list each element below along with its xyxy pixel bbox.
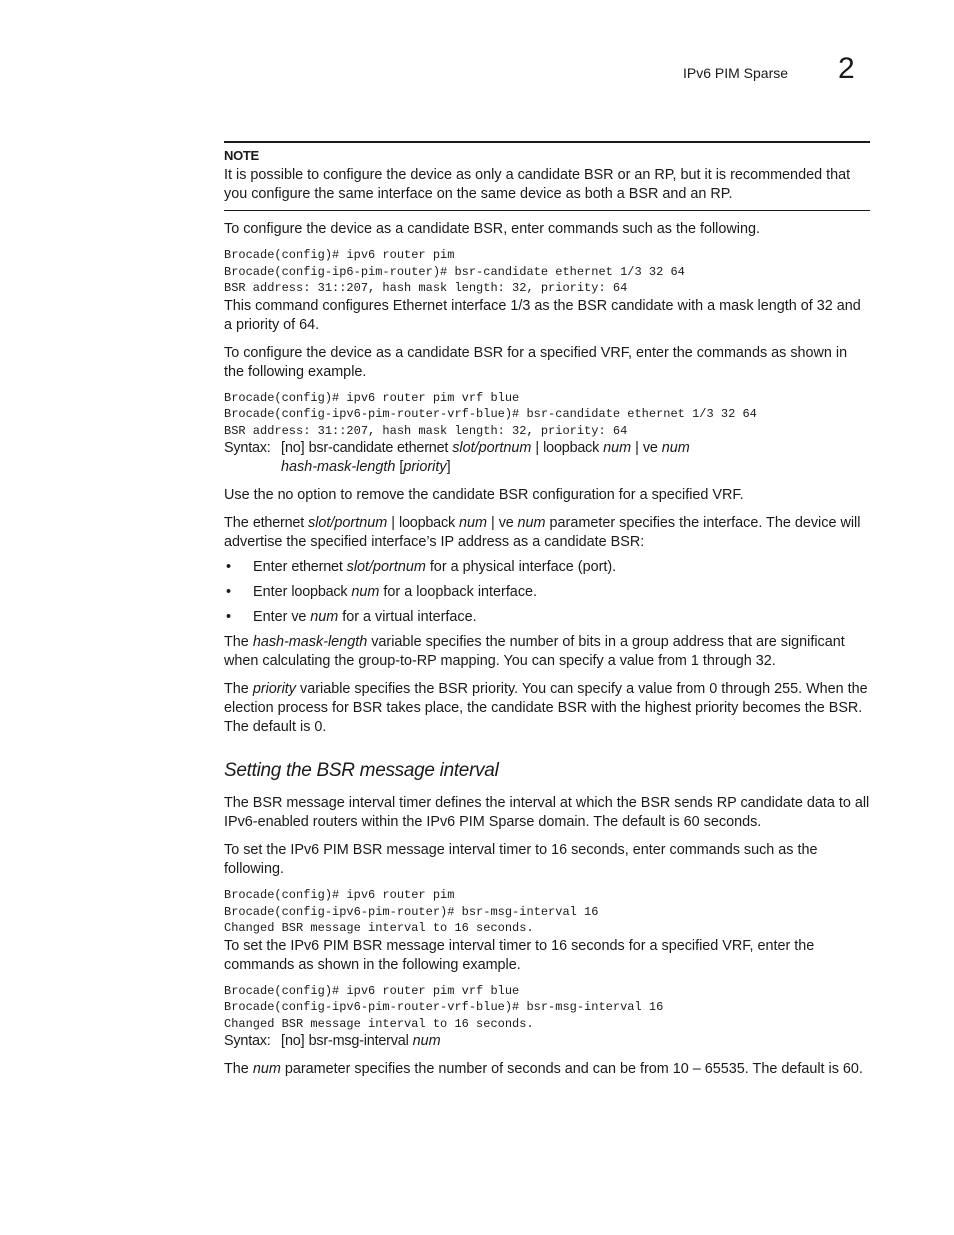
list-item: [224, 583, 870, 602]
syntax-body: [281, 1032, 441, 1051]
variable: num: [351, 584, 380, 600]
text: Enter: [253, 584, 288, 600]
no-option-paragraph: [224, 486, 870, 505]
keyword: ethernet: [291, 559, 343, 575]
var-slot-portnum: slot/portnum: [452, 440, 532, 456]
note-text: It is possible to configure the device as only a candidate BSR or an RP, but it is recommended that you configure the same interface on the same device as both a BSR and an RP.: [224, 167, 851, 202]
keyword-ve: ve: [642, 440, 658, 456]
intro-bsr-paragraph: To configure the device as a candidate BSR, enter commands such as the following.: [224, 221, 760, 237]
text: variable specifies the number of bits in a group address that are significant when calculating the group-to-RP mapping. You can specify a value from 1 through 32.: [224, 634, 845, 669]
interface-bullet-list: [224, 558, 870, 627]
text: parameter specifies the number of seconds and can be from 10 – 65535. The default is 60.: [284, 1061, 863, 1077]
separator: |: [490, 515, 495, 531]
code-block-msg-interval-vrf: [224, 983, 870, 1033]
code-line: Brocade(config-ipv6-pim-router-vrf-blue)# bsr-candidate ethernet 1/3 32 64: [224, 407, 757, 421]
syntax-bsr-candidate: [224, 439, 870, 477]
code-line: Brocade(config-ipv6-pim-router)# bsr-msg-interval 16: [224, 904, 599, 919]
text: Use the: [224, 487, 274, 503]
bracket: [: [399, 459, 404, 475]
code-line: Brocade(config-ip6-pim-router)# bsr-candidate ethernet 1/3 32 64: [224, 264, 685, 279]
keyword: ve: [291, 609, 307, 625]
text: The: [224, 634, 249, 650]
keyword-no: no: [285, 440, 301, 456]
code-block-bsr-candidate: [224, 247, 870, 297]
syntax-label: Syntax:: [224, 1033, 271, 1049]
text: for a loopback interface.: [383, 584, 538, 600]
syntax-label: Syntax:: [224, 440, 271, 456]
param-desc-paragraph: [224, 514, 870, 552]
syntax-bsr-msg-interval: [224, 1032, 870, 1051]
text: The: [224, 515, 249, 531]
running-header-title: IPv6 PIM Sparse: [683, 65, 789, 81]
page-body: [224, 141, 870, 1079]
keyword-loopback: loopback: [398, 515, 455, 531]
keyword-loopback: loopback: [543, 440, 600, 456]
interval-vrf-intro-paragraph: To set the IPv6 PIM BSR message interval timer to 16 seconds for a specified VRF, enter the commands as shown in the following example.: [224, 937, 815, 973]
var-hash-mask-length: hash-mask-length: [252, 634, 368, 650]
code-line: Brocade(config)# ipv6 router pim vrf blue: [224, 983, 520, 998]
syntax-body: [281, 439, 690, 477]
section-heading: Setting the BSR message interval: [224, 760, 499, 781]
code-line: Changed BSR message interval to 16 seconds.: [224, 921, 534, 935]
bracket: [: [281, 440, 285, 456]
interval-intro-paragraph: To set the IPv6 PIM BSR message interval timer to 16 seconds, enter commands such as the following.: [224, 842, 818, 877]
var-num: num: [661, 440, 690, 456]
code-line: Brocade(config-ipv6-pim-router-vrf-blue)# bsr-msg-interval 16: [224, 1000, 664, 1014]
bracket: ]: [300, 1033, 305, 1049]
intro-vrf-paragraph: To configure the device as a candidate BSR for a specified VRF, enter the commands as shown in the following example.: [224, 344, 848, 380]
text: for a virtual interface.: [342, 609, 477, 625]
code-line: Brocade(config)# ipv6 router pim: [224, 248, 455, 262]
keyword-ethernet: ethernet: [252, 515, 305, 531]
priority-paragraph: [224, 680, 870, 737]
code-block-bsr-candidate-vrf: [224, 390, 870, 440]
note-label: NOTE: [224, 148, 259, 163]
chapter-number: 2: [838, 52, 855, 85]
explain-paragraph: This command configures Ethernet interface 1/3 as the BSR candidate with a mask length of 32 and a priority of 64.: [224, 297, 861, 333]
keyword-ve: ve: [498, 515, 514, 531]
num-desc-paragraph: [224, 1060, 870, 1079]
keyword-no: no: [277, 487, 294, 503]
text: Enter: [253, 609, 288, 625]
bracket: ]: [446, 459, 451, 475]
separator: |: [535, 440, 540, 456]
variable: num: [310, 609, 339, 625]
text: The: [224, 1061, 249, 1077]
code-line: Brocade(config)# ipv6 router pim: [224, 888, 455, 902]
var-num: num: [458, 515, 487, 531]
variable: slot/portnum: [346, 559, 426, 575]
separator: |: [391, 515, 395, 531]
keyword-bsr-msg-interval: bsr-msg-interval: [308, 1033, 409, 1049]
code-line: Changed BSR message interval to 16 seconds.: [224, 1016, 534, 1031]
text: for a physical interface (port).: [429, 559, 617, 575]
note-box: [224, 141, 870, 211]
var-priority: priority: [403, 459, 447, 475]
list-item: [224, 558, 870, 577]
var-num: num: [517, 515, 546, 531]
bracket: ]: [300, 440, 305, 456]
text: option to remove the candidate BSR configuration for a specified VRF.: [297, 487, 744, 503]
keyword-bsr-candidate: bsr-candidate ethernet: [308, 440, 449, 456]
code-line: BSR address: 31::207, hash mask length: 32, priority: 64: [224, 423, 628, 438]
text: The: [224, 681, 249, 697]
text: parameter specifies the interface. The device will advertise the specified interface’s IP address as a candidate BSR:: [224, 515, 861, 550]
text: Enter: [253, 559, 288, 575]
hash-mask-paragraph: [224, 633, 870, 671]
var-num: num: [412, 1033, 441, 1049]
var-hash-mask-length: hash-mask-length: [281, 459, 396, 475]
code-line: Brocade(config)# ipv6 router pim vrf blue: [224, 390, 520, 405]
list-item: [224, 608, 870, 627]
code-block-msg-interval: [224, 887, 870, 937]
code-line: BSR address: 31::207, hash mask length: 32, priority: 64: [224, 281, 628, 295]
interval-desc-paragraph: The BSR message interval timer defines the interval at which the BSR sends RP candidate data to all IPv6-enabled routers within the IPv6 PIM Sparse domain. The default is 60 seconds.: [224, 795, 870, 830]
text: variable specifies the BSR priority. You can specify a value from 0 through 255. When the election process for BSR takes place, the candidate BSR with the highest priority becomes the BSR. The default is 0.: [224, 681, 868, 735]
keyword-no: no: [285, 1033, 301, 1049]
separator: |: [635, 440, 639, 456]
keyword: loopback: [291, 584, 348, 600]
bracket: [: [281, 1033, 285, 1049]
var-priority: priority: [252, 681, 296, 697]
var-num: num: [252, 1061, 281, 1077]
var-slot-portnum: slot/portnum: [308, 515, 388, 531]
var-num: num: [603, 440, 632, 456]
